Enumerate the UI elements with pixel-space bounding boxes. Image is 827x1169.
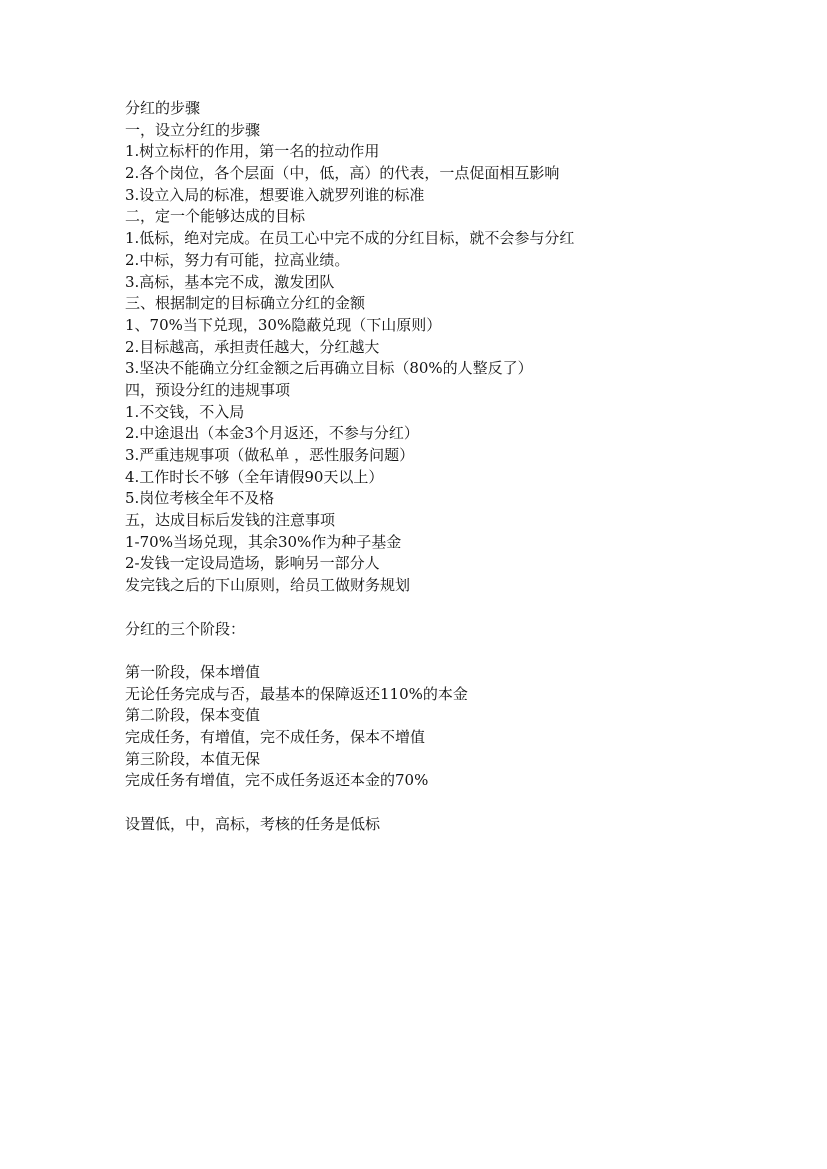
text-line: 2.各个岗位，各个层面（中，低，高）的代表，一点促面相互影响 bbox=[125, 164, 560, 183]
blank-line bbox=[125, 640, 765, 662]
text-line: 2-发钱一定设局造场，影响另一部分人 bbox=[125, 554, 380, 573]
text-line: 3.高标，基本完不成，激发团队 bbox=[125, 272, 335, 291]
text-line: 3.严重违规事项（做私单 ，恶性服务问题） bbox=[125, 446, 415, 464]
text-line: 1-70%当场兑现，其余30%作为种子基金 bbox=[125, 532, 402, 551]
text-line: 1.不交钱，不入局 bbox=[125, 402, 245, 421]
closing-note: 设置低，中，高标，考核的任务是低标 bbox=[125, 814, 381, 833]
section-heading-3: 三、根据制定的目标确立分红的金额 bbox=[125, 294, 366, 313]
document-title: 分红的步骤 bbox=[125, 99, 201, 117]
stage-description: 完成任务，有增值，完不成任务，保本不增值 bbox=[125, 727, 426, 746]
section-heading-5: 五，达成目标后发钱的注意事项 bbox=[125, 511, 336, 530]
stage-description: 完成任务有增值，完不成任务返还本金的70% bbox=[125, 771, 429, 790]
text-line: 2.中标，努力有可能，拉高业绩。 bbox=[125, 250, 350, 269]
text-line: 发完钱之后的下山原则，给员工做财务规划 bbox=[125, 576, 411, 595]
stages-heading: 分红的三个阶段： bbox=[125, 619, 246, 638]
text-line: 3.设立入局的标准，想要谁入就罗列谁的标准 bbox=[125, 185, 425, 204]
blank-line bbox=[125, 792, 765, 814]
text-line: 3.坚决不能确立分红金额之后再确立目标（80%的人整反了） bbox=[125, 359, 533, 378]
stage-title: 第三阶段，本值无保 bbox=[125, 749, 261, 768]
text-line: 2.中途退出（本金3个月返还，不参与分红） bbox=[125, 424, 419, 443]
stage-description: 无论任务完成与否，最基本的保障返还110%的本金 bbox=[125, 684, 468, 703]
text-line: 2.目标越高，承担责任越大，分红越大 bbox=[125, 337, 380, 356]
text-line: 4.工作时长不够（全年请假90天以上） bbox=[125, 467, 384, 486]
section-heading-1: 一，设立分红的步骤 bbox=[125, 120, 261, 139]
text-line: 5.岗位考核全年不及格 bbox=[125, 489, 275, 508]
blank-line bbox=[125, 597, 765, 619]
text-line: 1、70%当下兑现，30%隐蔽兑现（下山原则） bbox=[125, 315, 442, 334]
text-line: 1.低标，绝对完成。在员工心中完不成的分红目标，就不会参与分红 bbox=[125, 229, 575, 248]
section-heading-2: 二，定一个能够达成的目标 bbox=[125, 207, 306, 226]
section-heading-4: 四，预设分红的违规事项 bbox=[125, 380, 291, 399]
stage-title: 第一阶段，保本增值 bbox=[125, 662, 261, 681]
text-line: 1.树立标杆的作用，第一名的拉动作用 bbox=[125, 142, 380, 161]
document-body bbox=[125, 98, 765, 835]
stage-title: 第二阶段，保本变值 bbox=[125, 706, 261, 725]
